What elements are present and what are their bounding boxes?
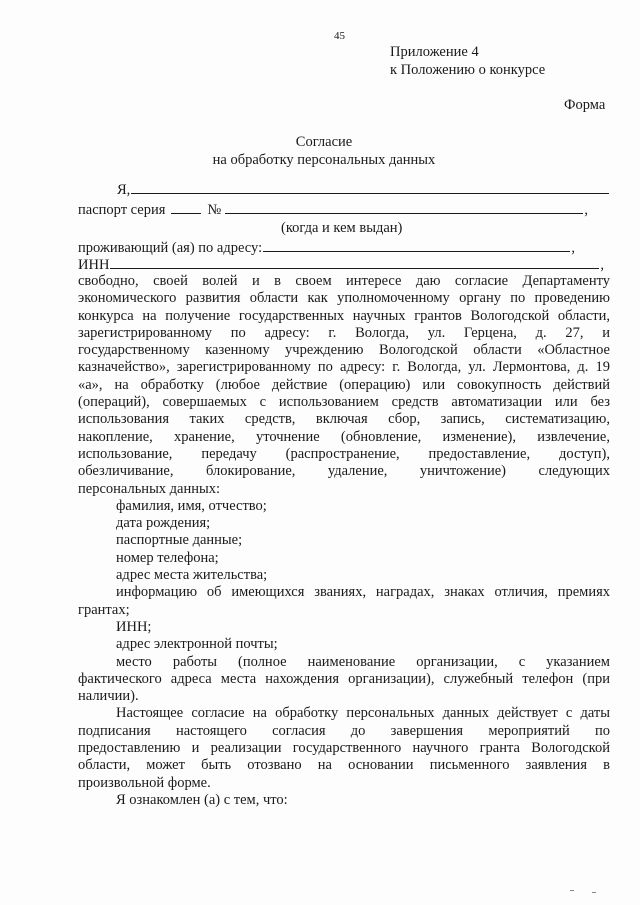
list-item: фамилия, имя, отчество; [116, 497, 267, 514]
validity-line: области, может быть отозвано на основании письменного заявления в [78, 757, 610, 774]
list-item-workplace-line-1: место работы (полное наименование организации, с указанием [116, 653, 610, 670]
passport-field-row [78, 200, 588, 219]
address-blank[interactable] [263, 238, 570, 252]
scan-speck [570, 890, 574, 891]
consent-line: использования таких средств, включая сбор, запись, систематизацию, [78, 411, 610, 428]
list-item: адрес электронной почты; [116, 636, 278, 653]
validity-line: предоставлению и реализации государственного научного гранта Вологодской [78, 740, 610, 757]
validity-line-last: произвольной форме. [78, 774, 211, 791]
validity-line: Настоящее согласие на обработку персональных данных действует с даты [116, 705, 610, 722]
consent-line: накопление, хранение, уточнение (обновление, изменение), извлечение, [78, 428, 610, 445]
acknowledged-line: Я ознакомлен (а) с тем, что: [116, 791, 288, 808]
name-field-row [117, 180, 610, 199]
consent-line: казначейство», зарегистрированному по адресу: г. Вологда, ул. Лермонтова, д. 19 [78, 359, 610, 376]
list-item-workplace-line-2: фактического адреса места нахождения организации), служебный телефон (при [78, 670, 610, 687]
consent-line-last: персональных данных: [78, 480, 221, 497]
consent-line: «а», на обработку (любое действие (операцию) или совокупность действий [78, 376, 610, 393]
inn-blank[interactable] [110, 255, 599, 269]
page-number: 45 [334, 30, 345, 42]
appendix-line-2: к Положению о конкурсе [390, 62, 546, 78]
validity-line: подписания настоящего согласия до завершения мероприятий по [78, 722, 610, 739]
appendix-line-1: Приложение 4 [390, 44, 479, 60]
inn-comma: , [600, 257, 604, 273]
address-label: проживающий (ая) по адресу: [78, 240, 263, 256]
consent-line: государственному казенному учреждению Вологодской области «Областное [78, 342, 610, 359]
i-label: Я, [117, 182, 131, 198]
title-line-2: на обработку персональных данных [212, 152, 436, 168]
consent-paragraph [78, 273, 610, 498]
title-line-1: Согласие [295, 134, 353, 150]
list-item: ИНН; [116, 618, 152, 635]
personal-data-list [78, 498, 610, 706]
list-item: дата рождения; [116, 515, 211, 532]
address-comma: , [571, 240, 575, 256]
inn-label: ИНН [78, 257, 110, 273]
validity-paragraph [78, 705, 610, 791]
list-item-info-line-2: грантах; [78, 601, 130, 618]
list-item: номер телефона; [116, 549, 219, 566]
passport-series-label: паспорт серия [78, 202, 166, 218]
consent-line: экономического развития области как уполномоченному органу по проведению [78, 290, 610, 307]
consent-line: (операций), совершаемых с использованием средств автоматизации или без [78, 394, 610, 411]
list-item-info-line-1: информацию об имеющихся званиях, наградах, знаках отличия, премиях [116, 584, 610, 601]
consent-line: конкурса на получение государственных научных грантов Вологодской области, [78, 307, 610, 324]
list-item: адрес места жительства; [116, 567, 268, 584]
passport-number-blank[interactable] [225, 200, 583, 214]
consent-line: свободно, своей волей и в своем интересе даю согласие Департаменту [78, 273, 610, 289]
full-name-blank[interactable] [131, 180, 609, 194]
passport-comma: , [584, 202, 588, 218]
issued-hint: (когда и кем выдан) [281, 220, 403, 236]
consent-line: обезличивание, блокирование, удаление, уничтожение) следующих [78, 463, 610, 480]
consent-line: зарегистрированному по адресу: г. Вологда, ул. Герцена, д. 27, и [78, 324, 610, 341]
passport-number-label: № [207, 202, 222, 218]
inn-field-row [78, 255, 604, 274]
list-item: паспортные данные; [116, 532, 243, 549]
list-item-workplace-line-3: наличии). [78, 688, 139, 705]
consent-body [78, 273, 610, 809]
scan-speck [592, 892, 596, 893]
passport-series-blank[interactable] [171, 201, 201, 214]
form-label: Форма [564, 97, 606, 113]
consent-line: использование, передачу (распространение, предоставление, доступ), [78, 445, 610, 462]
